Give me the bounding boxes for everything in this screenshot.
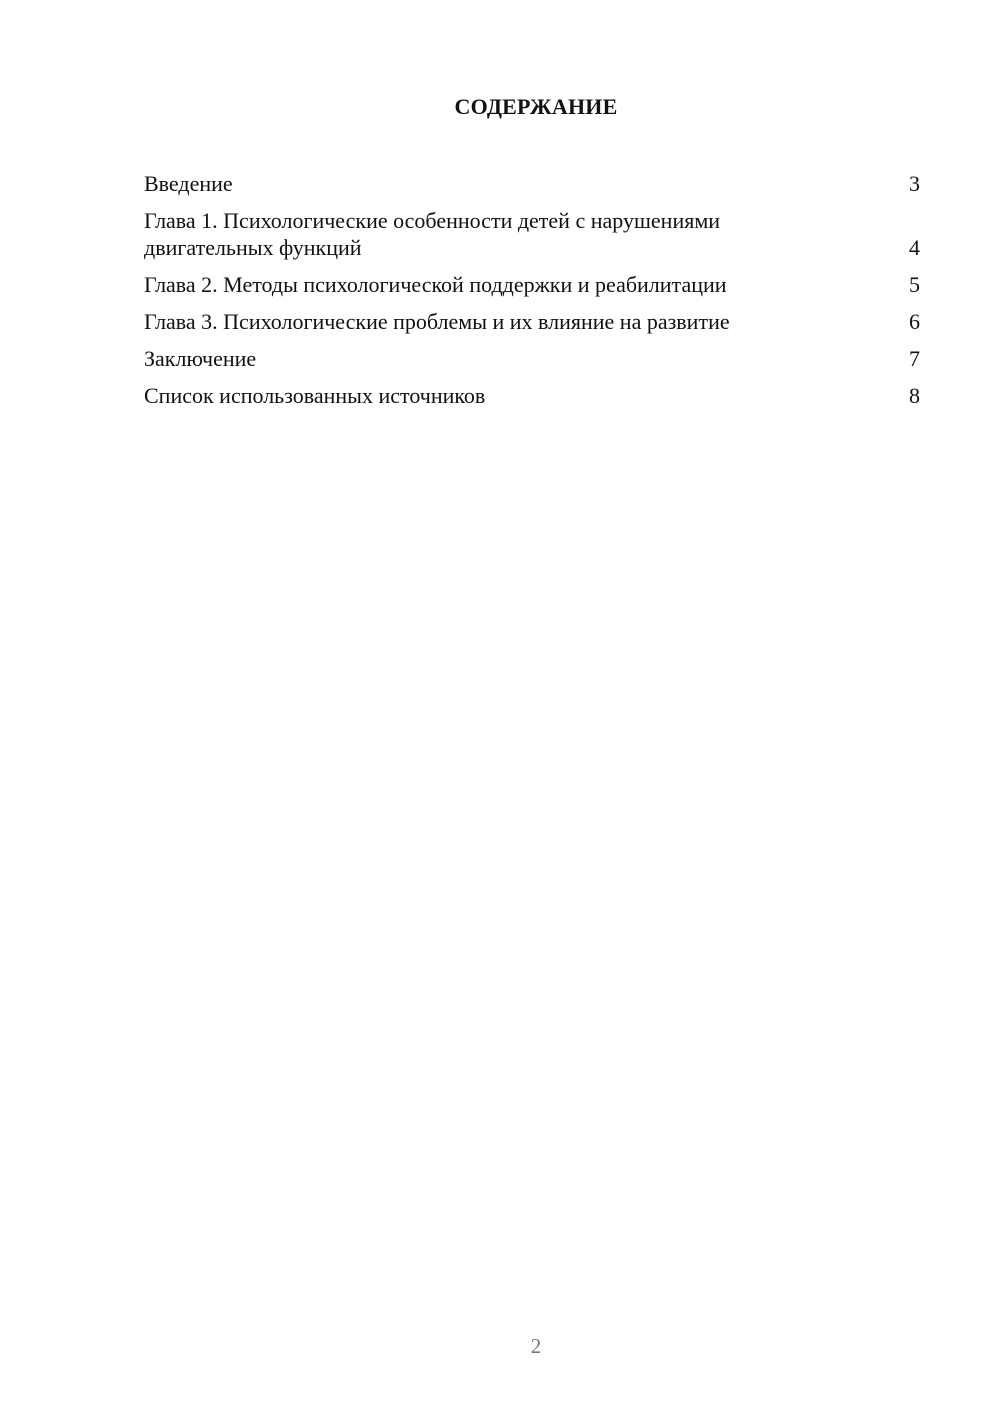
toc-entry-references[interactable]	[144, 382, 920, 409]
toc-entry-page: 5	[909, 272, 920, 297]
page-title: СОДЕРЖАНИЕ	[454, 94, 618, 119]
toc-entry-page: 7	[909, 346, 920, 371]
table-of-contents	[144, 170, 920, 419]
toc-entry-introduction[interactable]	[144, 170, 920, 197]
toc-entry-page: 8	[909, 383, 920, 408]
toc-entry-page: 4	[909, 235, 920, 260]
toc-entry-label: Список использованных источников	[144, 383, 486, 408]
toc-entry-conclusion[interactable]	[144, 345, 920, 372]
toc-entry-label: Глава 1. Психологические особенности детей с нарушениями двигательных функций	[144, 208, 721, 260]
page-number: 2	[530, 1334, 542, 1358]
toc-entry-label: Глава 2. Методы психологической поддержки и реабилитации	[144, 272, 727, 297]
toc-entry-page: 3	[909, 171, 920, 196]
toc-entry-label: Глава 3. Психологические проблемы и их влияние на развитие	[144, 309, 730, 334]
toc-entry-chapter-1[interactable]	[144, 207, 920, 261]
toc-entry-label: Введение	[144, 171, 233, 196]
toc-entry-chapter-3[interactable]	[144, 308, 920, 335]
toc-entry-chapter-2[interactable]	[144, 271, 920, 298]
toc-entry-label: Заключение	[144, 346, 257, 371]
toc-entry-page: 6	[909, 309, 920, 334]
